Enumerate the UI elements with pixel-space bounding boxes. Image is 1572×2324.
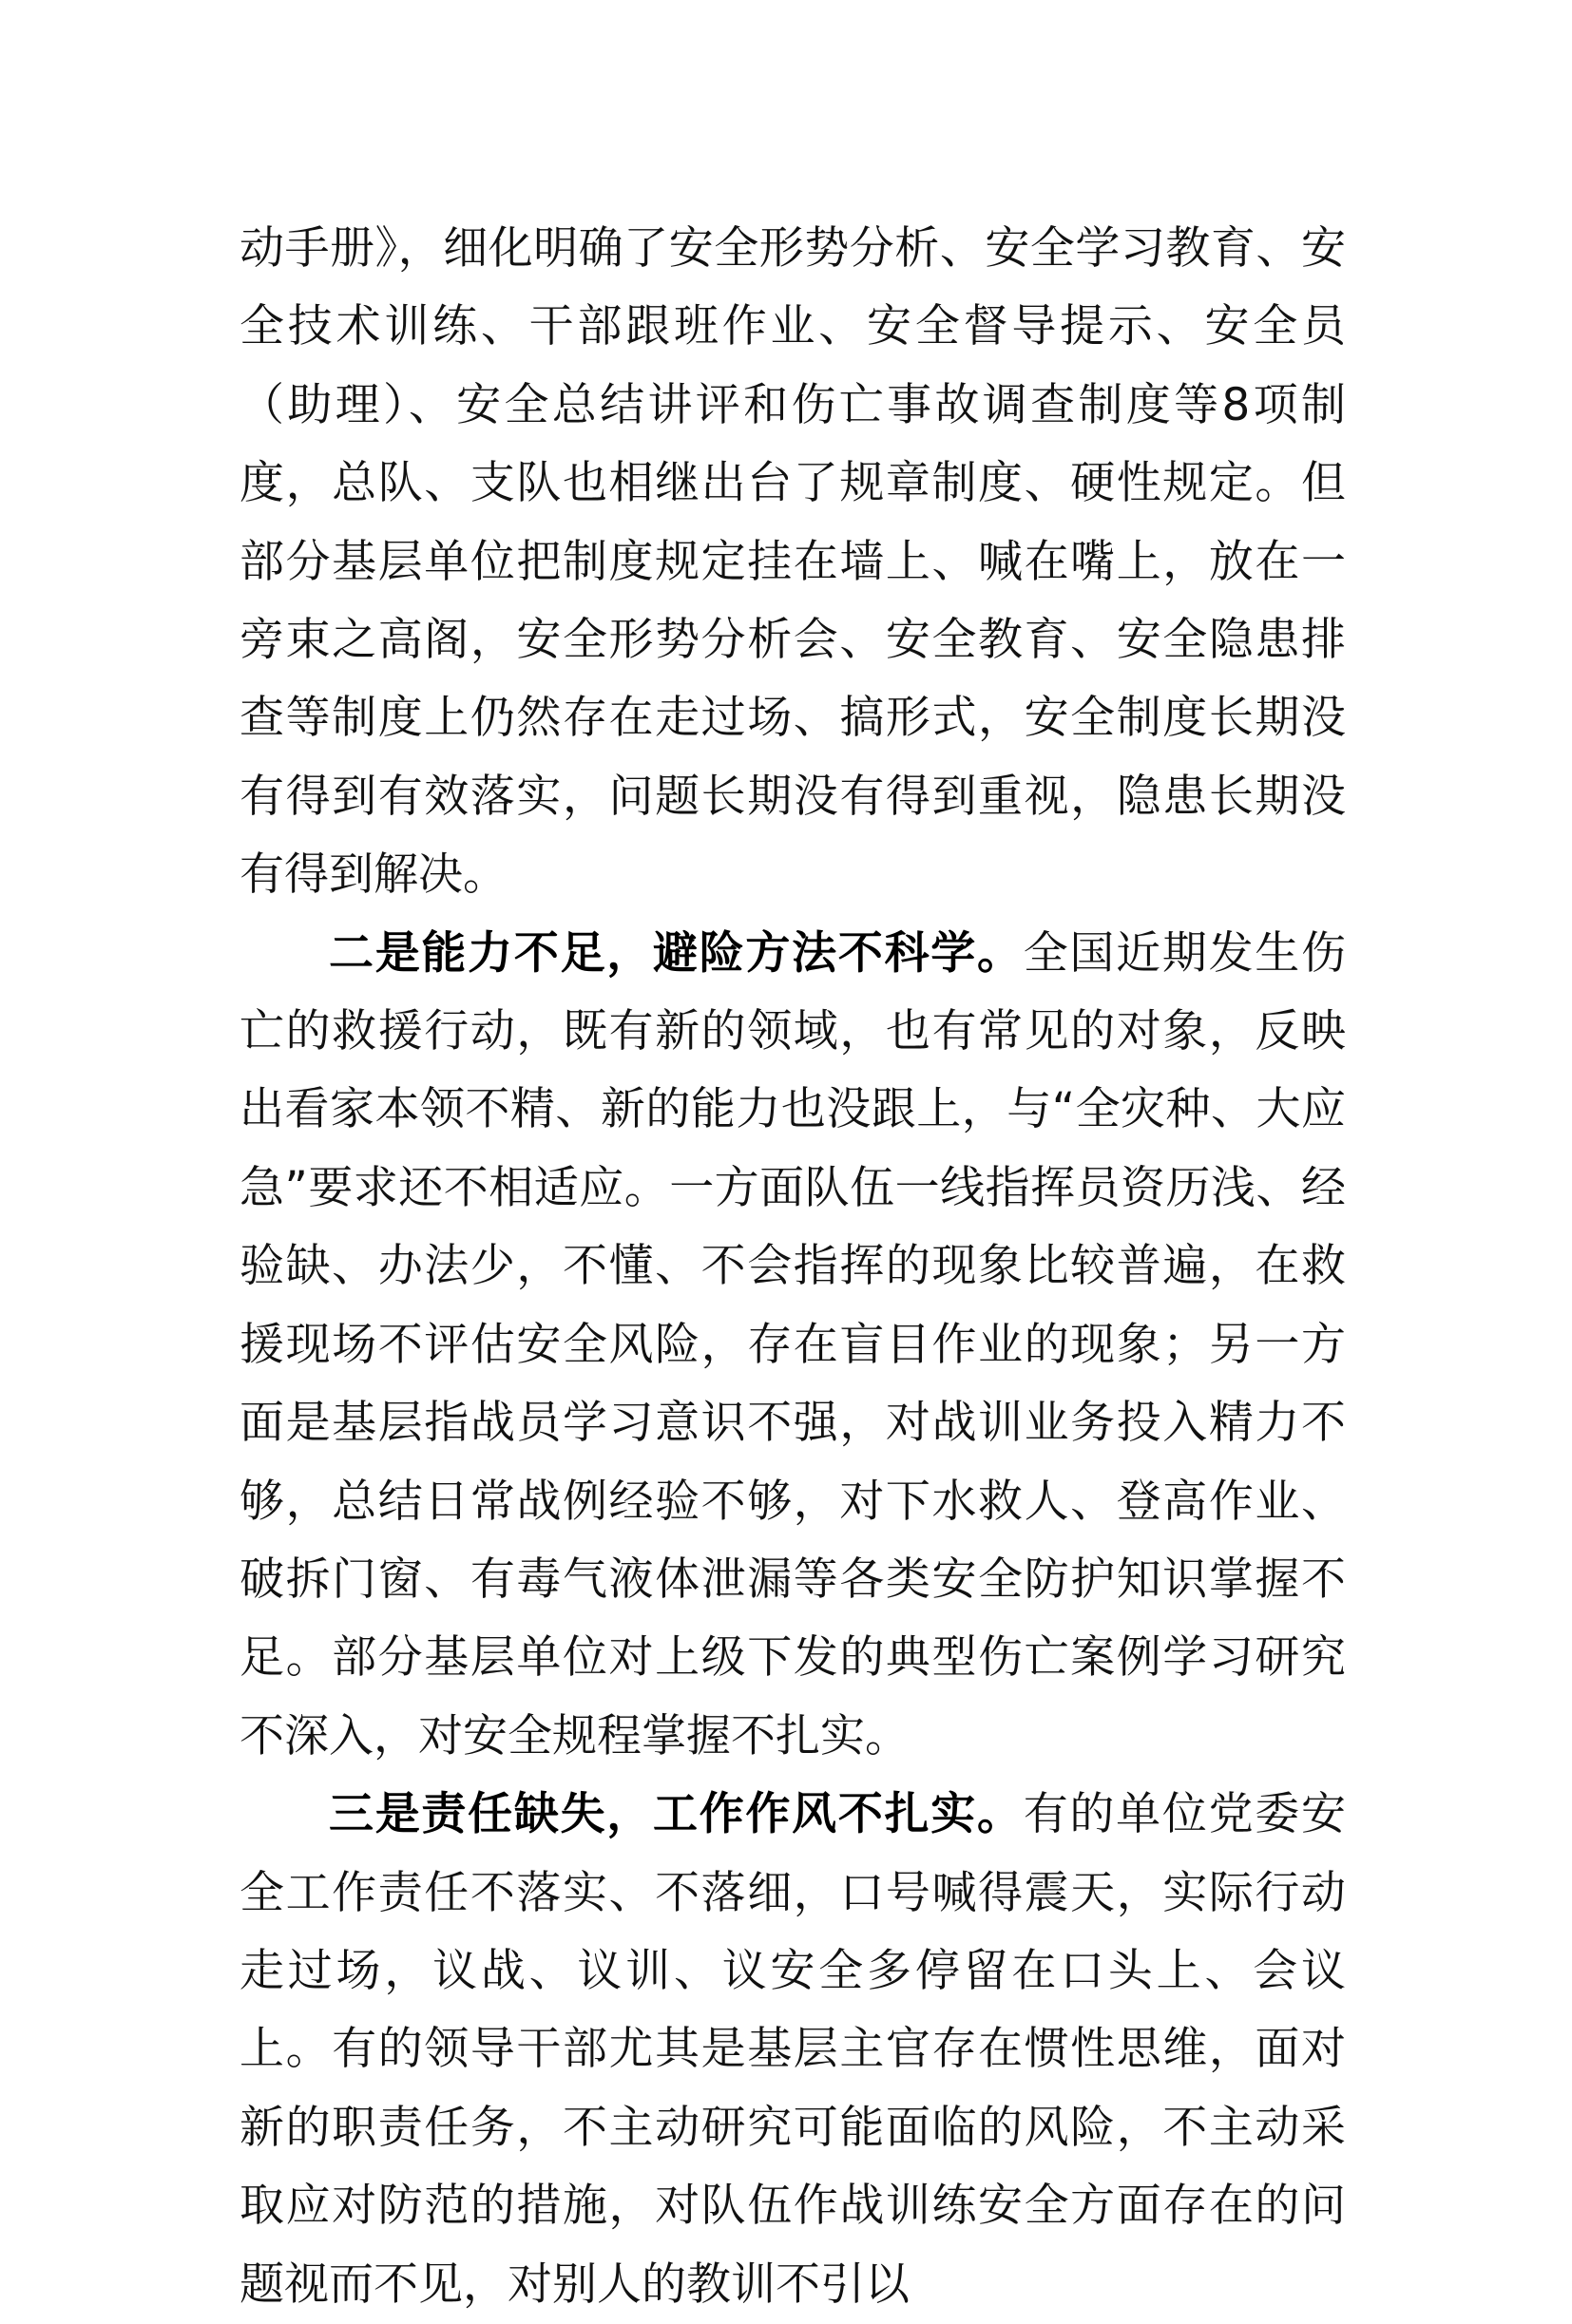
paragraph-1 [240, 210, 1346, 915]
paragraph-heading: 三是责任缺失，工作作风不扎实。 [329, 1788, 1024, 1841]
paragraph-text: 有的单位党委安全工作责任不落实、不落细，口号喊得震天，实际行动走过场，议战、议训、议安全多停留在口头上、会议上。有的领导干部尤其是基层主官存在惯性思维，面对新的职责任务，不主动研究可能面临的风险，不主动采取应对防范的措施，对队伍作战训练安全方面存在的问题视而不见，对别人的教训不引以 [240, 1788, 1347, 2311]
paragraph-heading: 二是能力不足，避险方法不科学。 [329, 926, 1024, 980]
paragraph-3 [240, 1776, 1346, 2324]
paragraph-2 [240, 915, 1346, 1776]
document-body [240, 210, 1346, 2324]
paragraph-text: 全国近期发生伤亡的救援行动，既有新的领域，也有常见的对象，反映出看家本领不精、新的能力也没跟上，与“全灾种、大应急”要求还不相适应。一方面队伍一线指挥员资历浅、经验缺、办法少，不懂、不会指挥的现象比较普遍，在救援现场不评估安全风险，存在盲目作业的现象；另一方面是基层指战员学习意识不强，对战训业务投入精力不够，总结日常战例经验不够，对下水救人、登高作业、破拆门窗、有毒气液体泄漏等各类安全防护知识掌握不足。部分基层单位对上级下发的典型伤亡案例学习研究不深入，对安全规程掌握不扎实。 [240, 926, 1347, 1762]
paragraph-text: 动手册》，细化明确了安全形势分析、安全学习教育、安全技术训练、干部跟班作业、安全督导提示、安全员（助理）、安全总结讲评和伤亡事故调查制度等8项制度，总队、支队也相继出台了规章制度、硬性规定。但部分基层单位把制度规定挂在墙上、喊在嘴上，放在一旁束之高阁，安全形势分析会、安全教育、安全隐患排查等制度上仍然存在走过场、搞形式，安全制度长期没有得到有效落实，问题长期没有得到重视，隐患长期没有得到解决。 [240, 222, 1346, 902]
